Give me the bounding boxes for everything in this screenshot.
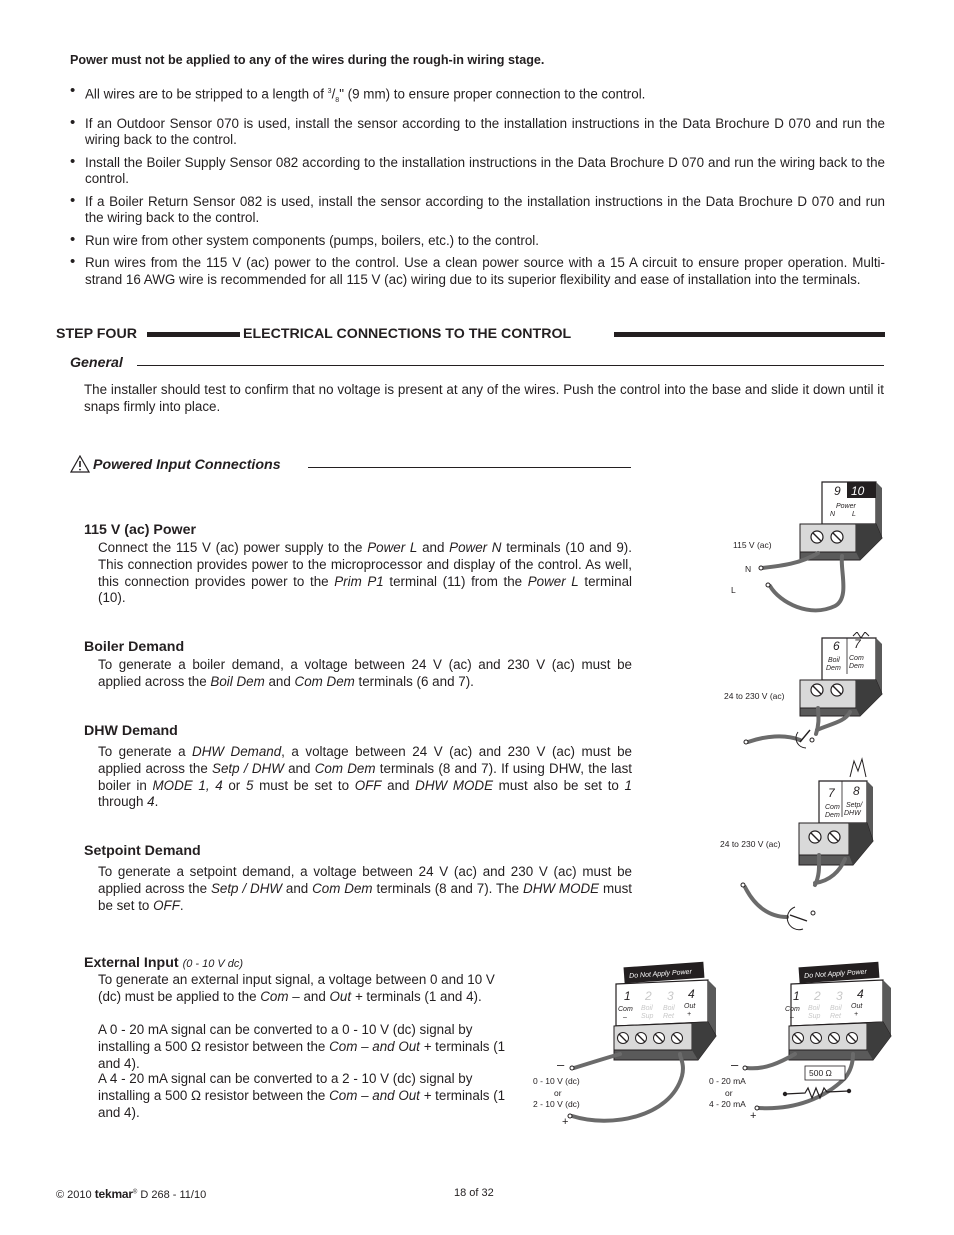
boiler-demand-heading: Boiler Demand — [84, 639, 185, 655]
boil-dem-label-1: Boil — [828, 657, 840, 664]
voltage-or: or — [554, 1088, 562, 1098]
boiler-wire-1 — [748, 736, 800, 742]
com-dem-label-2: Dem — [849, 663, 864, 670]
setp-dhw-label-2: DHW — [844, 810, 861, 817]
setpoint-demand-text: To generate a setpoint demand, a voltage between 24 V (ac) and 230 V (ac) must be applied across the Setp / DHW and Com Dem terminals (8 and 7). The DHW MODE must be set to OFF. — [98, 864, 633, 913]
out-sign: + — [854, 1011, 859, 1018]
terminal-number-8: 8 — [853, 784, 860, 798]
out-label: Out — [851, 1003, 863, 1010]
voltage-range-2-10: 2 - 10 V (dc) — [533, 1099, 580, 1109]
bullet-115v-power: • Run wires from the 115 V (ac) power to the control. Use a clean power source with a 15 A circuit to ensure proper operation. Multi-strand 16 AWG wire is recommended for all 115 V (ac) wiring due to its superior flexibility and ease of installation into the terminals. — [70, 253, 885, 287]
terminal-number-9: 9 — [834, 484, 841, 498]
external-input-text-2: A 0 - 20 mA signal can be converted to a 0 - 10 V (dc) signal by installing a 500 Ω resistor between the Com – and Out + terminals (1 and 4). — [98, 1022, 506, 1071]
terminal-number-7: 7 — [854, 637, 861, 651]
setp-dhw-label-1: Setp/ — [846, 802, 863, 809]
boil-dem-label-2: Dem — [826, 665, 841, 672]
power-115-heading: 115 V (ac) Power — [84, 522, 196, 538]
rough-in-bullet-list — [70, 84, 885, 294]
rough-in-warning: Power must not be applied to any of the wires during the rough-in wiring stage. — [70, 53, 545, 67]
minus-sign: – — [731, 1057, 739, 1072]
banner-text: Do Not Apply Power — [803, 968, 868, 981]
com-sign: – — [623, 1014, 627, 1021]
com-sign: – — [790, 1014, 794, 1021]
boil-ret-label-2: Ret — [663, 1013, 674, 1020]
terminal-number-6: 6 — [833, 639, 840, 653]
boil-ret-label-2: Ret — [830, 1013, 841, 1020]
current-range-0-20: 0 - 20 mA — [709, 1076, 746, 1086]
terminal-number-2: 2 — [814, 989, 821, 1003]
step-four-heading — [56, 326, 885, 346]
footer-page-number: 18 of 32 — [454, 1187, 494, 1199]
setp-voltage-label: 24 to 230 V (ac) — [720, 839, 781, 849]
boil-sup-label-2: Sup — [808, 1013, 821, 1020]
dhw-demand-text: To generate a DHW Demand, a voltage between 24 V (ac) and 230 V (ac) must be applied across the Setp / DHW and Com Dem terminals (8 and 7). If using DHW, the last boiler in MODE 1, 4 or 5 must be set to OFF and DHW MODE must also be set to 1 through 4. — [98, 744, 632, 810]
terminal-number-4: 4 — [688, 987, 695, 1001]
ext-wire-minus — [747, 1054, 795, 1068]
step-divider-bar — [147, 332, 240, 337]
powered-input-heading-row — [70, 455, 631, 475]
external-input-heading: External Input (0 - 10 V dc) — [84, 955, 244, 971]
wire-l-label: L — [731, 585, 736, 595]
external-input-text-3: A 4 - 20 mA signal can be converted to a 2 - 10 V (dc) signal by installing a 500 Ω resistor between the Com – and Out + terminals (1 and 4). — [98, 1071, 506, 1120]
bullet-boiler-return-sensor: • If a Boiler Return Sensor 082 is used, install the sensor according to the installation instructions in the Data Brochure D 070 and run the wiring back to the control. — [70, 191, 885, 226]
terminal-number-3: 3 — [667, 989, 674, 1003]
general-heading-row — [70, 355, 884, 373]
bullet-strip-length: • All wires are to be stripped to a length of $^3/_8$" (9 mm) to ensure proper connection to the control. — [70, 82, 646, 105]
bullet-dot: • — [70, 113, 76, 131]
general-text: The installer should test to confirm that no voltage is present at any of the wires. Push the control into the base and slide it down until it snaps firmly into place. — [84, 382, 884, 414]
current-or: or — [725, 1088, 733, 1098]
footer-copyright: © 2010 — [56, 1189, 92, 1201]
terminal-block-body — [800, 482, 882, 560]
com-dem-setp-label-1: Com — [825, 804, 840, 811]
power-terminal-l: L — [852, 511, 856, 518]
external-input-current-diagram — [705, 958, 905, 1133]
resistor-value: 500 Ω — [809, 1068, 832, 1078]
plus-sign: + — [562, 1116, 569, 1128]
terminal-number-1: 1 — [624, 989, 631, 1003]
boiler-demand-diagram — [720, 632, 890, 757]
power-voltage-label: 115 V (ac) — [733, 540, 772, 550]
footer-registered-mark: ® — [132, 1189, 138, 1196]
general-heading-rule — [137, 365, 884, 366]
setpoint-dhw-diagram — [715, 757, 890, 937]
switch-contact-icon — [800, 730, 810, 742]
powered-input-rule — [308, 467, 631, 468]
switch-contact-icon — [790, 915, 807, 921]
minus-sign: – — [557, 1057, 565, 1072]
terminal-number-2: 2 — [645, 989, 652, 1003]
terminal-number-3: 3 — [836, 989, 843, 1003]
boil-sup-label-1: Boil — [808, 1005, 820, 1012]
power-terminal-n: N — [830, 511, 836, 518]
power-terminal-diagram — [720, 478, 890, 628]
power-terminal-label: Power — [836, 503, 856, 510]
footer-document-code: D 268 - 11/10 — [140, 1189, 207, 1201]
step-title: ELECTRICAL CONNECTIONS TO THE CONTROL — [243, 326, 572, 342]
current-range-4-20: 4 - 20 mA — [709, 1099, 746, 1109]
terminal-number-10: 10 — [851, 484, 865, 498]
step-divider-bar-right — [614, 332, 885, 337]
boiler-demand-text: To generate a boiler demand, a voltage between 24 V (ac) and 230 V (ac) must be applied across the Boil Dem and Com Dem terminals (6 and 7). — [98, 657, 632, 689]
boil-sup-label-2: Sup — [641, 1013, 654, 1020]
voltage-range-0-10: 0 - 10 V (dc) — [533, 1076, 580, 1086]
setp-wire-1 — [745, 887, 787, 917]
step-label: STEP FOUR — [56, 326, 137, 342]
break-mark-icon — [850, 759, 866, 777]
wire-n-label: N — [745, 564, 752, 574]
warning-triangle-icon — [70, 455, 90, 473]
bullet-dot: • — [70, 253, 76, 271]
boiler-voltage-label: 24 to 230 V (ac) — [724, 691, 785, 701]
external-input-range: (0 - 10 V dc) — [182, 958, 244, 970]
external-input-text-1: To generate an external input signal, a voltage between 0 and 10 V (dc) must be applied to the Com – and Out + terminals (1 and 4). — [98, 972, 495, 1004]
general-heading: General — [70, 355, 123, 371]
com-label: Com — [618, 1006, 633, 1013]
bullet-dot: • — [70, 82, 76, 99]
bullet-boiler-supply-sensor: • Install the Boiler Supply Sensor 082 according to the installation instructions in the Data Brochure D 070 and run the wiring back to the control. — [70, 152, 885, 187]
power-115-text: Connect the 115 V (ac) power supply to the Power L and Power N terminals (10 and 9). This connection provides power to the microprocessor and display of the control. As well, this connection provides power to the Prim P1 terminal (11) from the Power L terminal (10). — [98, 540, 632, 606]
out-sign: + — [687, 1011, 692, 1018]
com-label: Com — [785, 1006, 800, 1013]
boil-ret-label-1: Boil — [830, 1005, 842, 1012]
bullet-dot: • — [70, 191, 76, 209]
plus-sign: + — [750, 1110, 757, 1122]
ext-wire-minus — [574, 1054, 620, 1068]
boil-sup-label-1: Boil — [641, 1005, 653, 1012]
terminal-number-1: 1 — [793, 989, 800, 1003]
bullet-dot: • — [70, 230, 76, 248]
ext-wire-plus — [759, 1054, 853, 1108]
boil-ret-label-1: Boil — [663, 1005, 675, 1012]
footer-left — [56, 1187, 206, 1201]
bullet-system-components: • Run wire from other system components (pumps, boilers, etc.) to the control. — [70, 230, 539, 248]
out-label: Out — [684, 1003, 696, 1010]
footer-brand-logo: tekmar — [94, 1187, 133, 1201]
terminal-number-4: 4 — [857, 987, 864, 1001]
com-dem-label-1: Com — [849, 655, 864, 662]
bullet-outdoor-sensor: • If an Outdoor Sensor 070 is used, install the sensor according to the installation instructions in the Data Brochure D 070 and run the wiring back to the control. — [70, 113, 885, 148]
terminal-number-7-setp: 7 — [828, 786, 835, 800]
setpoint-demand-heading: Setpoint Demand — [84, 843, 201, 859]
powered-input-heading: Powered Input Connections — [93, 457, 281, 473]
external-input-voltage-diagram — [530, 958, 730, 1133]
com-dem-setp-label-2: Dem — [825, 812, 840, 819]
dhw-demand-heading: DHW Demand — [84, 723, 178, 739]
bullet-dot: • — [70, 152, 76, 170]
banner-text: Do Not Apply Power — [628, 968, 693, 981]
